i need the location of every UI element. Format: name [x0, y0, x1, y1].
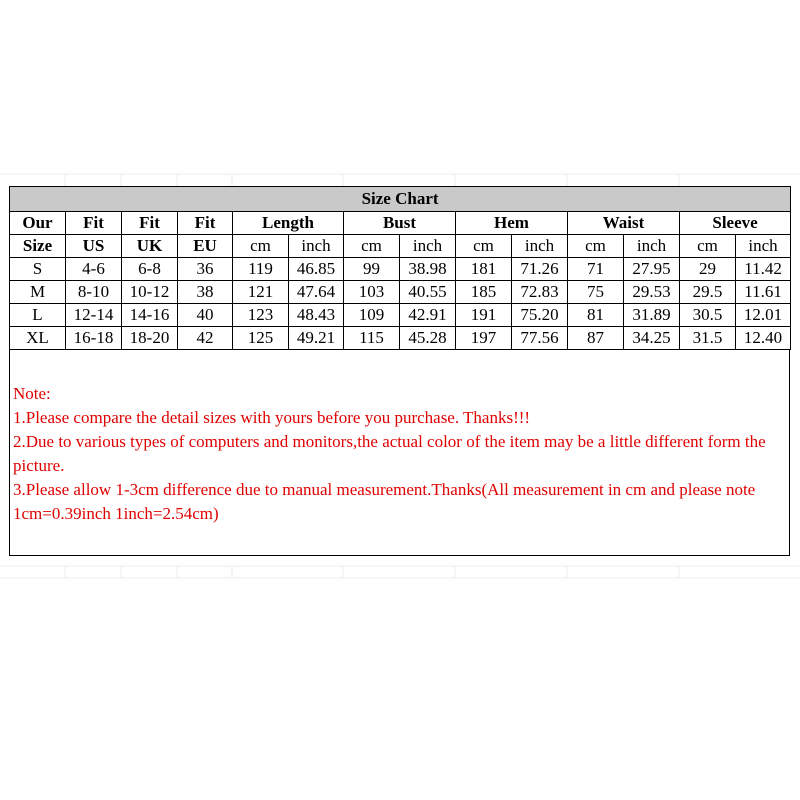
cell-waist-in: 29.53	[624, 281, 680, 304]
cell-length-cm: 123	[233, 304, 289, 327]
cell-us: 16-18	[66, 327, 122, 350]
cell-bust-cm: 99	[344, 258, 400, 281]
cell-length-cm: 125	[233, 327, 289, 350]
cell-size: S	[10, 258, 66, 281]
cell-length-in: 46.85	[289, 258, 344, 281]
unit-inch: inch	[289, 235, 344, 258]
size-chart	[9, 186, 790, 556]
cell-length-in: 48.43	[289, 304, 344, 327]
cell-eu: 38	[178, 281, 233, 304]
cell-waist-cm: 75	[568, 281, 624, 304]
cell-length-in: 49.21	[289, 327, 344, 350]
cell-sleeve-cm: 30.5	[680, 304, 736, 327]
cell-hem-cm: 181	[456, 258, 512, 281]
note-item: 2.Due to various types of computers and monitors,the actual color of the item may be a little different form the picture.	[13, 432, 766, 475]
header-fit-uk-line2: UK	[122, 235, 178, 258]
cell-hem-cm: 191	[456, 304, 512, 327]
cell-length-cm: 121	[233, 281, 289, 304]
note-item: 1.Please compare the detail sizes with yours before you purchase. Thanks!!!	[13, 408, 531, 427]
cell-eu: 42	[178, 327, 233, 350]
cell-eu: 40	[178, 304, 233, 327]
cell-hem-in: 77.56	[512, 327, 568, 350]
cell-bust-cm: 115	[344, 327, 400, 350]
cell-sleeve-in: 11.42	[736, 258, 791, 281]
cell-bust-in: 45.28	[400, 327, 456, 350]
cell-length-cm: 119	[233, 258, 289, 281]
cell-waist-cm: 81	[568, 304, 624, 327]
cell-waist-in: 34.25	[624, 327, 680, 350]
cell-hem-in: 72.83	[512, 281, 568, 304]
cell-bust-in: 38.98	[400, 258, 456, 281]
cell-hem-in: 71.26	[512, 258, 568, 281]
cell-us: 8-10	[66, 281, 122, 304]
header-sleeve: Sleeve	[680, 212, 791, 235]
unit-cm: cm	[456, 235, 512, 258]
unit-cm: cm	[233, 235, 289, 258]
cell-size: L	[10, 304, 66, 327]
cell-hem-in: 75.20	[512, 304, 568, 327]
table-title: Size Chart	[10, 187, 791, 212]
size-chart-table	[9, 186, 791, 350]
table-row	[10, 281, 791, 304]
cell-us: 12-14	[66, 304, 122, 327]
cell-uk: 14-16	[122, 304, 178, 327]
unit-cm: cm	[344, 235, 400, 258]
table-row	[10, 258, 791, 281]
table-row	[10, 327, 791, 350]
cell-uk: 6-8	[122, 258, 178, 281]
unit-inch: inch	[400, 235, 456, 258]
cell-waist-in: 27.95	[624, 258, 680, 281]
header-fit-us-line2: US	[66, 235, 122, 258]
cell-waist-cm: 71	[568, 258, 624, 281]
cell-size: XL	[10, 327, 66, 350]
header-bust: Bust	[344, 212, 456, 235]
header-length: Length	[233, 212, 344, 235]
unit-inch: inch	[736, 235, 791, 258]
cell-eu: 36	[178, 258, 233, 281]
header-fit-uk: Fit	[122, 212, 178, 235]
unit-inch: inch	[624, 235, 680, 258]
header-fit-us: Fit	[66, 212, 122, 235]
notes-heading: Note:	[13, 384, 51, 403]
cell-sleeve-in: 11.61	[736, 281, 791, 304]
cell-sleeve-in: 12.40	[736, 327, 791, 350]
header-our-size: Our	[10, 212, 66, 235]
cell-us: 4-6	[66, 258, 122, 281]
header-our-size-line2: Size	[10, 235, 66, 258]
unit-cm: cm	[568, 235, 624, 258]
header-hem: Hem	[456, 212, 568, 235]
cell-sleeve-cm: 29	[680, 258, 736, 281]
cell-uk: 18-20	[122, 327, 178, 350]
notes-box	[9, 350, 790, 556]
cell-bust-cm: 103	[344, 281, 400, 304]
cell-sleeve-cm: 29.5	[680, 281, 736, 304]
note-item: 3.Please allow 1-3cm difference due to manual measurement.Thanks(All measurement in cm and please note 1cm=0.39inch 1inch=2.54cm)	[13, 480, 756, 523]
cell-waist-cm: 87	[568, 327, 624, 350]
cell-size: M	[10, 281, 66, 304]
table-row	[10, 304, 791, 327]
cell-hem-cm: 197	[456, 327, 512, 350]
cell-bust-in: 42.91	[400, 304, 456, 327]
header-waist: Waist	[568, 212, 680, 235]
cell-sleeve-in: 12.01	[736, 304, 791, 327]
header-fit-eu: Fit	[178, 212, 233, 235]
unit-inch: inch	[512, 235, 568, 258]
cell-bust-cm: 109	[344, 304, 400, 327]
cell-sleeve-cm: 31.5	[680, 327, 736, 350]
cell-waist-in: 31.89	[624, 304, 680, 327]
cell-uk: 10-12	[122, 281, 178, 304]
cell-hem-cm: 185	[456, 281, 512, 304]
cell-length-in: 47.64	[289, 281, 344, 304]
header-fit-eu-line2: EU	[178, 235, 233, 258]
cell-bust-in: 40.55	[400, 281, 456, 304]
unit-cm: cm	[680, 235, 736, 258]
